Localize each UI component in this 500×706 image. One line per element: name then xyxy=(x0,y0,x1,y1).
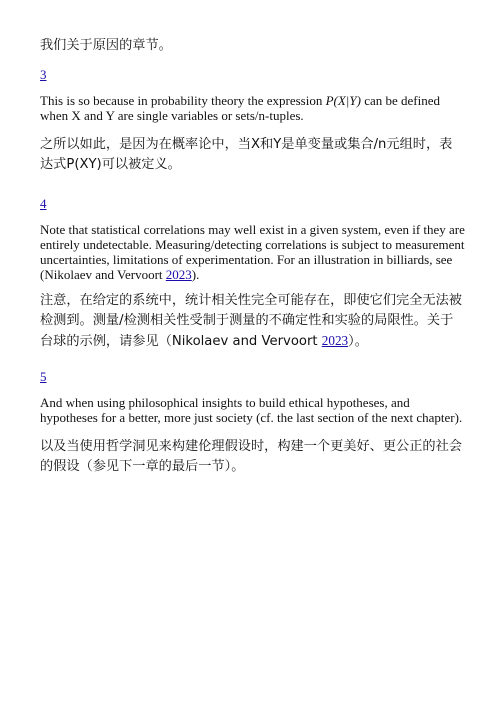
footnote-4-chinese-citation-link[interactable]: 2023 xyxy=(321,333,349,348)
footnote-4-citation-year-link[interactable]: 2023 xyxy=(165,267,192,282)
footnote-4-english-text xyxy=(40,222,465,282)
footnote-4-chinese-before: 注意，在给定的系统中，统计相关性完全可能存在，即使它们完全无法被检测到。测量/检测相关性受制于测量的不确定性和实验的局限性。关于台球的示例，请参见（Nikolaev and Vervoort xyxy=(40,293,462,349)
footnote-3-text-before: This is so because in probability theory the expression xyxy=(40,93,326,108)
footnote-4-text-after: ). xyxy=(191,267,200,282)
footnote-3-math-expression: P(X|Y) xyxy=(325,93,361,108)
footnote-5-chinese-text: 以及当使用哲学洞见来构建伦理假设时，构建一个更美好、更公正的社会的假设（参见下一章的最后一节）。 xyxy=(40,439,462,474)
footnote-4-chinese-text xyxy=(40,291,465,352)
footnote-4-chinese-after: ）。 xyxy=(348,334,368,349)
intro-chinese-text: 我们关于原因的章节。 xyxy=(40,38,172,53)
footnote-5-english-text: And when using philosophical insights to build ethical hypotheses, and hypotheses for a better, more just society (cf. the last section of the next chapter). xyxy=(40,395,463,425)
footnote-3-link[interactable]: 3 xyxy=(40,67,47,82)
footnote-4-link[interactable]: 4 xyxy=(40,196,47,211)
footnote-3-text-after: can be defined when X and Y are single variables or sets/n-tuples. xyxy=(40,93,440,123)
footnote-3-english-text xyxy=(40,93,465,123)
footnote-3-chinese-text: 之所以如此，是因为在概率论中，当X和Y是单变量或集合/n元组时，表达式P(XY)可以被定义。 xyxy=(40,137,453,172)
footnote-5-link[interactable]: 5 xyxy=(40,369,47,384)
footnote-4-text-before: Note that statistical correlations may well exist in a given system, even if they are entirely undetectable. Measuring/detecting correlations is subject to measurement uncertainties, limitations of experimentation. For an illustration in billiards, see (Nikolaev and Vervoort xyxy=(40,222,465,282)
